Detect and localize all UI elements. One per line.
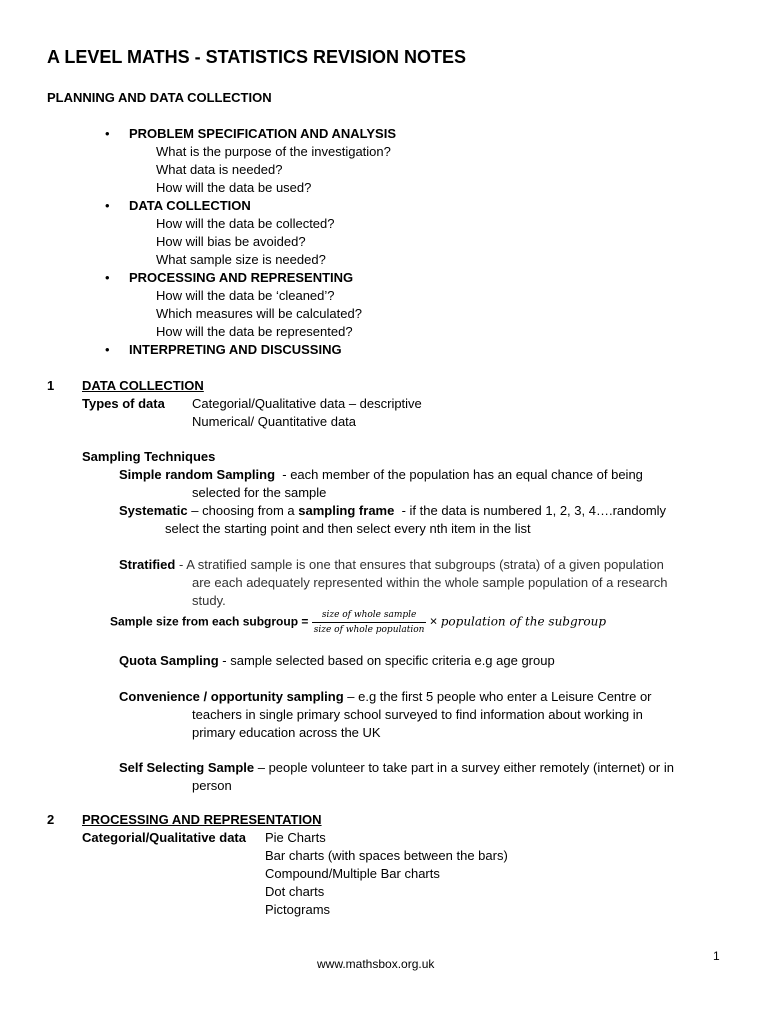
planning-item-line: What data is needed? (156, 162, 283, 177)
convenience-text: – e.g the first 5 people who enter a Leisure Centre or (347, 689, 652, 704)
page-number: 1 (713, 949, 720, 963)
planning-item-line: Which measures will be calculated? (156, 306, 362, 321)
srs-text: - each member of the population has an equal chance of being (282, 467, 643, 482)
sample-size-formula (110, 609, 606, 636)
section-number: 1 (47, 378, 55, 393)
types-line: Numerical/ Quantitative data (192, 414, 357, 429)
planning-item-line: What sample size is needed? (156, 252, 326, 267)
planning-item-label: DATA COLLECTION (129, 198, 251, 213)
planning-item-label: INTERPRETING AND DISCUSSING (129, 342, 342, 357)
srs-line (119, 466, 643, 483)
planning-item-label: PROCESSING AND REPRESENTING (129, 270, 354, 285)
srs-text: selected for the sample (192, 485, 327, 500)
formula-fraction (312, 609, 427, 636)
quota-label: Quota Sampling (119, 653, 219, 668)
systematic-text: - if the data is numbered 1, 2, 3, 4….randomly (401, 503, 667, 518)
srs-label: Simple random Sampling (119, 467, 276, 482)
planning-item-line: How will the data be used? (156, 180, 312, 195)
formula-denominator: size of whole population (313, 625, 425, 635)
chart-type-item: Bar charts (with spaces between the bars) (265, 848, 508, 863)
section-number: 2 (47, 812, 55, 827)
formula-label: Sample size from each subgroup = (110, 614, 309, 629)
convenience-label: Convenience / opportunity sampling (119, 689, 344, 704)
systematic-text: – choosing from a (191, 503, 295, 518)
systematic-label: Systematic (119, 503, 188, 518)
stratified-text: study. (192, 593, 226, 608)
stratified-text: - A stratified sample is one that ensures that subgroups (strata) of a given population (178, 557, 664, 572)
types-label: Types of data (82, 396, 165, 411)
planning-item-line: How will the data be represented? (156, 324, 353, 339)
planning-item-line: How will bias be avoided? (156, 234, 306, 249)
planning-item-label: PROBLEM SPECIFICATION AND ANALYSIS (129, 126, 397, 141)
formula-times: × (429, 613, 438, 629)
formula-rest: population of the subgroup (440, 614, 607, 629)
sampling-heading: Sampling Techniques (82, 449, 216, 464)
convenience-text: primary education across the UK (192, 725, 381, 740)
types-line: Categorial/Qualitative data – descriptive (192, 396, 422, 411)
stratified-label: Stratified (119, 557, 176, 572)
quota-line (119, 652, 555, 669)
self-selecting-line (119, 759, 674, 776)
self-selecting-text: person (192, 778, 232, 793)
bullet-icon: • (105, 342, 110, 357)
stratified-text: are each adequately represented within the whole sample population of a research (192, 575, 668, 590)
chart-type-item: Compound/Multiple Bar charts (265, 866, 440, 881)
bullet-icon: • (105, 198, 110, 213)
formula-numerator: size of whole sample (312, 609, 427, 623)
page-title: A LEVEL MATHS - STATISTICS REVISION NOTES (47, 47, 467, 67)
self-selecting-text: – people volunteer to take part in a survey either remotely (internet) or in (257, 760, 674, 775)
section-heading: DATA COLLECTION (82, 378, 204, 393)
bullet-icon: • (105, 126, 110, 141)
chart-type-item: Pie Charts (265, 830, 326, 845)
quota-text: - sample selected based on specific criteria e.g age group (222, 653, 555, 668)
categorial-label: Categorial/Qualitative data (82, 830, 246, 845)
systematic-line (119, 502, 666, 519)
sampling-frame-term: sampling frame (298, 503, 395, 518)
convenience-text: teachers in single primary school surveyed to find information about working in (192, 707, 643, 722)
convenience-line (119, 688, 652, 705)
planning-heading: PLANNING AND DATA COLLECTION (47, 90, 272, 105)
chart-type-item: Dot charts (265, 884, 325, 899)
chart-type-item: Pictograms (265, 902, 331, 917)
section-heading: PROCESSING AND REPRESENTATION (82, 812, 322, 827)
planning-item-line: What is the purpose of the investigation? (156, 144, 391, 159)
planning-item-line: How will the data be ‘cleaned’? (156, 288, 335, 303)
stratified-line (119, 556, 664, 573)
planning-item-line: How will the data be collected? (156, 216, 335, 231)
footer-url: www.mathsbox.org.uk (317, 957, 435, 971)
self-selecting-label: Self Selecting Sample (119, 760, 255, 775)
systematic-text: select the starting point and then select every nth item in the list (165, 521, 531, 536)
bullet-icon: • (105, 270, 110, 285)
